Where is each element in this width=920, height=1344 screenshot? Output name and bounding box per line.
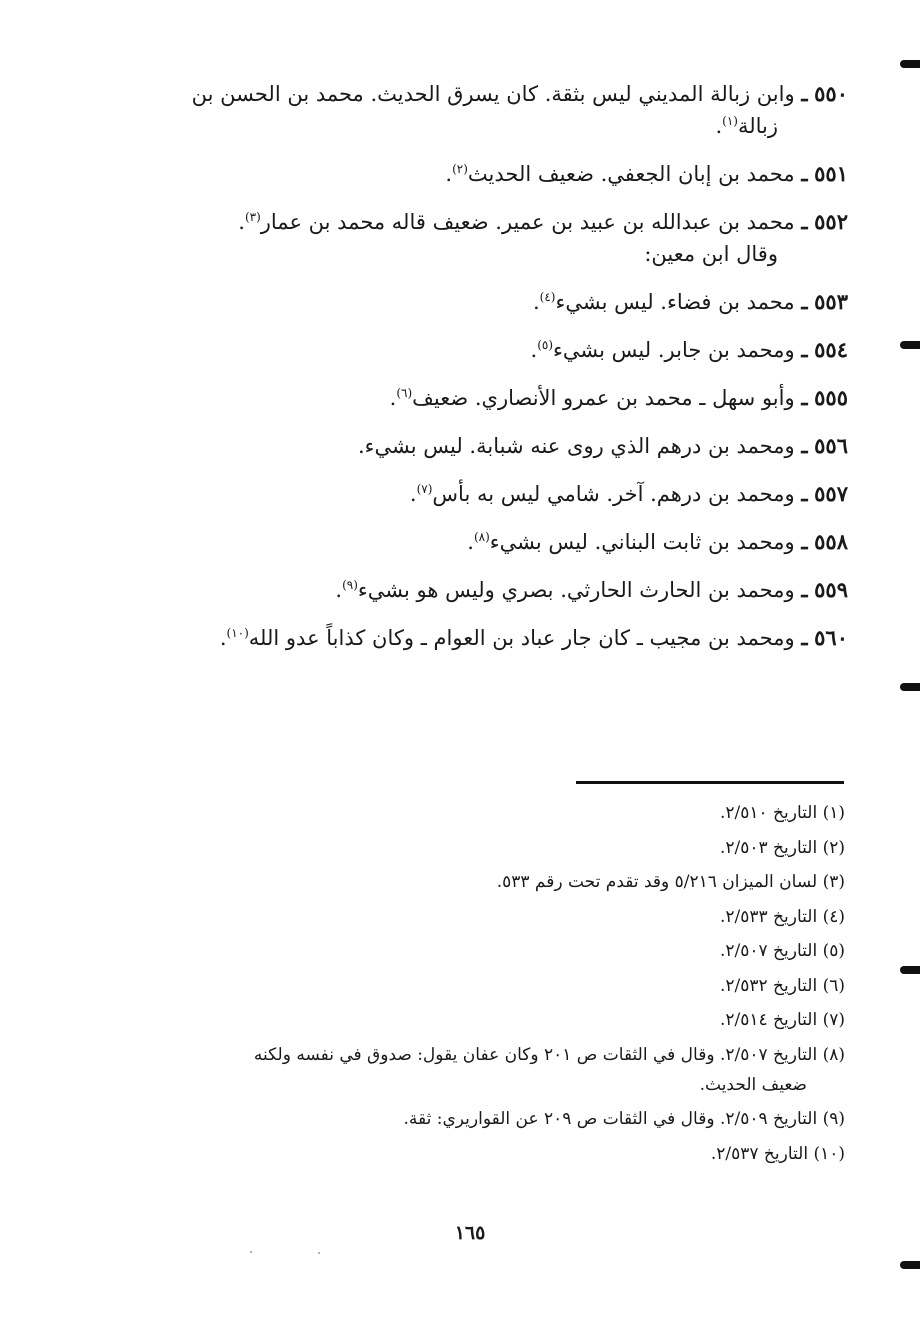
entry-text: وابن زبالة المديني ليس بثقة. كان يسرق الحديث. محمد بن الحسن بن — [191, 82, 795, 106]
entry-number: ٥٥٦ — [814, 433, 848, 458]
margin-mark — [900, 60, 920, 68]
footnote-label: (٩) — [822, 1109, 845, 1129]
entry-dash: ـ — [801, 161, 808, 186]
entry-557 — [150, 482, 848, 506]
footnote-continuation: ضعيف الحديث. — [699, 1074, 807, 1095]
footnote-ref: (٤) — [539, 290, 556, 304]
entry-dash: ـ — [801, 577, 808, 602]
footnote-6 — [145, 975, 845, 997]
entry-number: ٥٥٠ — [814, 81, 848, 106]
footnote-ref: (١٠) — [226, 626, 249, 640]
entry-553 — [150, 290, 848, 314]
footnote-10 — [145, 1143, 845, 1165]
entry-text: ومحمد بن مجيب ـ كان جار عباد بن العوام ـ وكان كذاباً عدو الله — [248, 626, 795, 650]
entry-559 — [150, 578, 848, 602]
footnote-1 — [145, 802, 845, 824]
entry-number: ٥٥١ — [814, 161, 848, 186]
footnote-text: التاريخ ٢/٥٠٧. وقال في الثقات ص ٢٠١ وكان عفان يقول: صدوق في نفسه ولكنه — [253, 1044, 818, 1065]
footnote-label: (٨) — [822, 1044, 845, 1065]
footnote-label: (٧) — [822, 1010, 845, 1030]
entry-dash: ـ — [801, 385, 808, 410]
footnote-3 — [145, 871, 845, 893]
entry-dash: ـ — [801, 481, 808, 506]
footnote-5 — [145, 940, 845, 962]
footnote-text: التاريخ ٢/٥٣٧. — [710, 1143, 809, 1164]
footnote-2 — [145, 837, 845, 859]
footnotes-list — [145, 802, 845, 1177]
footnote-text: التاريخ ٢/٥٠٧. — [719, 941, 818, 961]
footnote-7 — [145, 1009, 845, 1031]
entry-558 — [150, 530, 848, 554]
entry-number: ٥٦٠ — [814, 625, 848, 650]
entry-end: . — [530, 338, 538, 362]
entry-continuation: وقال ابن معين: — [644, 242, 778, 266]
entry-text: ومحمد بن ثابت البناني. ليس بشيء — [489, 530, 795, 554]
footnote-label: (١٠) — [813, 1143, 845, 1164]
footnote-label: (٦) — [822, 975, 845, 996]
entry-text: وأبو سهل ـ محمد بن عمرو الأنصاري. ضعيف — [412, 386, 795, 410]
entry-text: محمد بن فضاء. ليس بشيء — [555, 290, 795, 314]
footnote-text: التاريخ ٢/٥٣٢. — [719, 975, 818, 996]
entry-dash: ـ — [801, 81, 808, 106]
entry-dash: ـ — [801, 337, 808, 362]
footnote-text: لسان الميزان ٥/٢١٦ وقد تقدم تحت رقم ٥٣٣. — [496, 872, 818, 892]
footnote-ref: (٢) — [452, 162, 468, 176]
footnote-label: (٤) — [822, 906, 845, 927]
footnote-ref: (٧) — [416, 482, 433, 496]
footnote-ref: (٥) — [537, 338, 554, 352]
margin-mark — [900, 683, 920, 691]
entry-dash: ـ — [801, 289, 808, 314]
entry-end: . — [445, 162, 453, 186]
entry-end: . — [238, 210, 245, 234]
entry-number: ٥٥٩ — [814, 577, 848, 602]
margin-mark — [900, 966, 920, 974]
entry-end: . — [389, 386, 397, 410]
footnote-4 — [145, 906, 845, 928]
entry-550 — [150, 82, 848, 138]
footnote-ref: (٣) — [244, 210, 261, 224]
entry-number: ٥٥٨ — [814, 529, 848, 554]
entry-text: ومحمد بن الحارث الحارثي. بصري وليس هو بشيء — [357, 578, 795, 602]
entry-number: ٥٥٥ — [814, 385, 848, 410]
entry-556 — [150, 434, 848, 458]
entry-end: . — [715, 114, 723, 138]
page-number: ١٦٥ — [454, 1222, 486, 1244]
entry-dash: ـ — [801, 209, 808, 234]
footnote-9 — [145, 1108, 845, 1130]
footnote-label: (٥) — [822, 941, 845, 961]
entry-cont-text: زبالة — [737, 114, 778, 138]
footnote-text: التاريخ ٢/٥١٠. — [719, 803, 818, 823]
footnote-label: (٢) — [822, 837, 845, 858]
entry-end: . — [467, 530, 474, 554]
entry-end: . — [409, 482, 417, 506]
entry-text: محمد بن عبدالله بن عبيد بن عمير. ضعيف قاله محمد بن عمار — [260, 210, 795, 234]
footnote-text: التاريخ ٢/٥٣٣. — [719, 906, 818, 927]
entry-dash: ـ — [801, 625, 808, 650]
entry-dash: ـ — [801, 433, 808, 458]
entry-text: ومحمد بن درهم الذي روى عنه شبابة. ليس بشيء. — [357, 434, 795, 458]
entry-551 — [150, 162, 848, 186]
footnote-text: التاريخ ٢/٥٠٣. — [719, 837, 818, 858]
footnote-text: التاريخ ٢/٥٠٩. وقال في الثقات ص ٢٠٩ عن القواريري: ثقة. — [403, 1109, 818, 1129]
footnote-8 — [145, 1044, 845, 1096]
entry-number: ٥٥٧ — [814, 481, 848, 506]
entry-end: . — [532, 290, 540, 314]
footnote-ref: (٩) — [342, 578, 358, 592]
entry-text: محمد بن إبان الجعفي. ضعيف الحديث — [467, 162, 795, 186]
footnote-ref: (١) — [722, 114, 738, 128]
entries-list — [150, 82, 848, 674]
scan-speck — [250, 1251, 252, 1253]
scan-speck — [318, 1252, 320, 1254]
entry-552 — [150, 210, 848, 266]
entry-554 — [150, 338, 848, 362]
entry-number: ٥٥٢ — [814, 209, 848, 234]
footnote-label: (١) — [822, 803, 845, 823]
entry-number: ٥٥٣ — [814, 289, 848, 314]
entry-text: ومحمد بن جابر. ليس بشيء — [553, 338, 795, 362]
margin-mark — [900, 1261, 920, 1269]
margin-mark — [900, 341, 920, 349]
footnote-ref: (٨) — [473, 530, 490, 544]
entry-text: ومحمد بن درهم. آخر. شامي ليس به بأس — [432, 482, 795, 506]
entry-560 — [150, 626, 848, 650]
footnote-label: (٣) — [822, 872, 845, 892]
entry-continuation — [150, 114, 848, 138]
entry-dash: ـ — [801, 529, 808, 554]
footnote-text: التاريخ ٢/٥١٤. — [719, 1010, 818, 1030]
entry-end: . — [219, 626, 227, 650]
entry-555 — [150, 386, 848, 410]
entry-end: . — [335, 578, 343, 602]
footnote-ref: (٦) — [396, 386, 413, 400]
entry-number: ٥٥٤ — [814, 337, 848, 362]
footnote-separator — [576, 781, 844, 784]
